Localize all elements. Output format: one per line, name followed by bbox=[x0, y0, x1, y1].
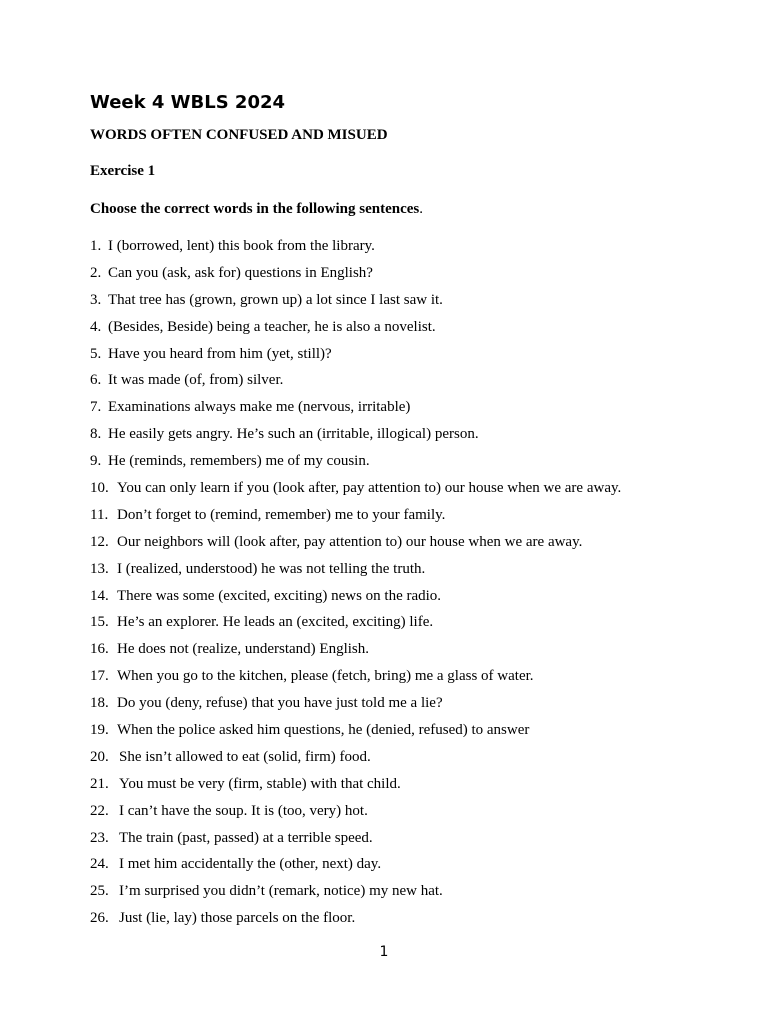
item-number: 26. bbox=[90, 910, 109, 927]
item-number: 5. bbox=[90, 345, 102, 362]
item-text: He does not (realize, understand) English. bbox=[117, 641, 370, 658]
list-item bbox=[90, 852, 621, 879]
item-text: Just (lie, lay) those parcels on the floor. bbox=[119, 910, 356, 927]
item-number: 20. bbox=[90, 748, 109, 765]
item-text: When you go to the kitchen, please (fetch, bring) me a glass of water. bbox=[117, 668, 534, 685]
page-number: 1 bbox=[379, 944, 389, 960]
list-item bbox=[90, 826, 621, 853]
item-text: Have you heard from him (yet, still)? bbox=[108, 345, 332, 362]
item-text: I can’t have the soup. It is (too, very) hot. bbox=[119, 802, 368, 819]
list-item bbox=[90, 315, 621, 342]
item-text: He (reminds, remembers) me of my cousin. bbox=[108, 453, 370, 470]
list-item bbox=[90, 610, 621, 637]
item-number: 21. bbox=[90, 775, 109, 792]
item-number: 10. bbox=[90, 480, 109, 497]
item-text: Can you (ask, ask for) questions in English? bbox=[108, 264, 373, 281]
item-number: 17. bbox=[90, 668, 109, 685]
item-number: 6. bbox=[90, 372, 102, 389]
item-text: I’m surprised you didn’t (remark, notice) my new hat. bbox=[119, 883, 443, 900]
item-number: 25. bbox=[90, 883, 109, 900]
item-text: I (realized, understood) he was not telling the truth. bbox=[117, 560, 426, 577]
list-item bbox=[90, 718, 621, 745]
item-text: Do you (deny, refuse) that you have just told me a lie? bbox=[117, 695, 443, 712]
item-text: There was some (excited, exciting) news on the radio. bbox=[117, 587, 442, 604]
item-text: It was made (of, from) silver. bbox=[108, 372, 284, 389]
list-item bbox=[90, 503, 621, 530]
list-item bbox=[90, 772, 621, 799]
document-title: Week 4 WBLS 2024 bbox=[90, 92, 286, 113]
instruction-text bbox=[90, 199, 423, 219]
item-text: You can only learn if you (look after, pay attention to) our house when we are away. bbox=[117, 480, 622, 497]
item-text: She isn’t allowed to eat (solid, firm) food. bbox=[119, 748, 371, 765]
list-item bbox=[90, 449, 621, 476]
item-number: 15. bbox=[90, 614, 109, 631]
list-item bbox=[90, 799, 621, 826]
item-text: Our neighbors will (look after, pay attention to) our house when we are away. bbox=[117, 533, 583, 550]
exercise-label: Exercise 1 bbox=[90, 163, 156, 179]
item-number: 11. bbox=[90, 506, 109, 523]
item-number: 12. bbox=[90, 533, 109, 550]
item-text: I (borrowed, lent) this book from the library. bbox=[108, 238, 375, 254]
list-item bbox=[90, 395, 621, 422]
item-number: 2. bbox=[90, 264, 102, 281]
list-item bbox=[90, 342, 621, 369]
list-item bbox=[90, 637, 621, 664]
item-text: That tree has (grown, grown up) a lot since I last saw it. bbox=[108, 291, 443, 308]
list-item bbox=[90, 584, 621, 611]
item-text: Don’t forget to (remind, remember) me to your family. bbox=[117, 506, 446, 523]
item-text: Examinations always make me (nervous, irritable) bbox=[108, 399, 411, 416]
list-item bbox=[90, 557, 621, 584]
list-item bbox=[90, 288, 621, 315]
item-number: 1. bbox=[90, 238, 102, 254]
list-item bbox=[90, 745, 621, 772]
list-item bbox=[90, 368, 621, 395]
list-item bbox=[90, 422, 621, 449]
item-text: When the police asked him questions, he (denied, refused) to answer bbox=[117, 722, 530, 739]
list-item bbox=[90, 476, 621, 503]
item-number: 4. bbox=[90, 318, 102, 335]
item-number: 23. bbox=[90, 829, 109, 846]
exercise-list bbox=[90, 234, 621, 933]
item-text: (Besides, Beside) being a teacher, he is also a novelist. bbox=[108, 318, 436, 335]
list-item bbox=[90, 664, 621, 691]
item-text: The train (past, passed) at a terrible speed. bbox=[119, 829, 373, 846]
list-item bbox=[90, 879, 621, 906]
item-number: 9. bbox=[90, 453, 102, 470]
item-number: 8. bbox=[90, 426, 102, 443]
item-text: You must be very (firm, stable) with that child. bbox=[119, 775, 401, 792]
list-item bbox=[90, 906, 621, 933]
instruction-body: Choose the correct words in the following sentences bbox=[90, 201, 420, 217]
instruction-period: . bbox=[419, 201, 424, 217]
item-number: 7. bbox=[90, 399, 102, 416]
list-item bbox=[90, 234, 621, 261]
item-number: 3. bbox=[90, 291, 102, 308]
item-text: He easily gets angry. He’s such an (irritable, illogical) person. bbox=[108, 426, 479, 443]
item-text: He’s an explorer. He leads an (excited, exciting) life. bbox=[117, 614, 434, 631]
item-number: 18. bbox=[90, 695, 109, 712]
item-number: 16. bbox=[90, 641, 109, 658]
item-number: 14. bbox=[90, 587, 109, 604]
list-item bbox=[90, 530, 621, 557]
item-number: 24. bbox=[90, 856, 109, 873]
section-heading: WORDS OFTEN CONFUSED AND MISUED bbox=[90, 127, 388, 143]
item-number: 22. bbox=[90, 802, 109, 819]
item-number: 19. bbox=[90, 722, 109, 739]
list-item bbox=[90, 691, 621, 718]
item-number: 13. bbox=[90, 560, 109, 577]
list-item bbox=[90, 261, 621, 288]
item-text: I met him accidentally the (other, next) day. bbox=[119, 856, 382, 873]
